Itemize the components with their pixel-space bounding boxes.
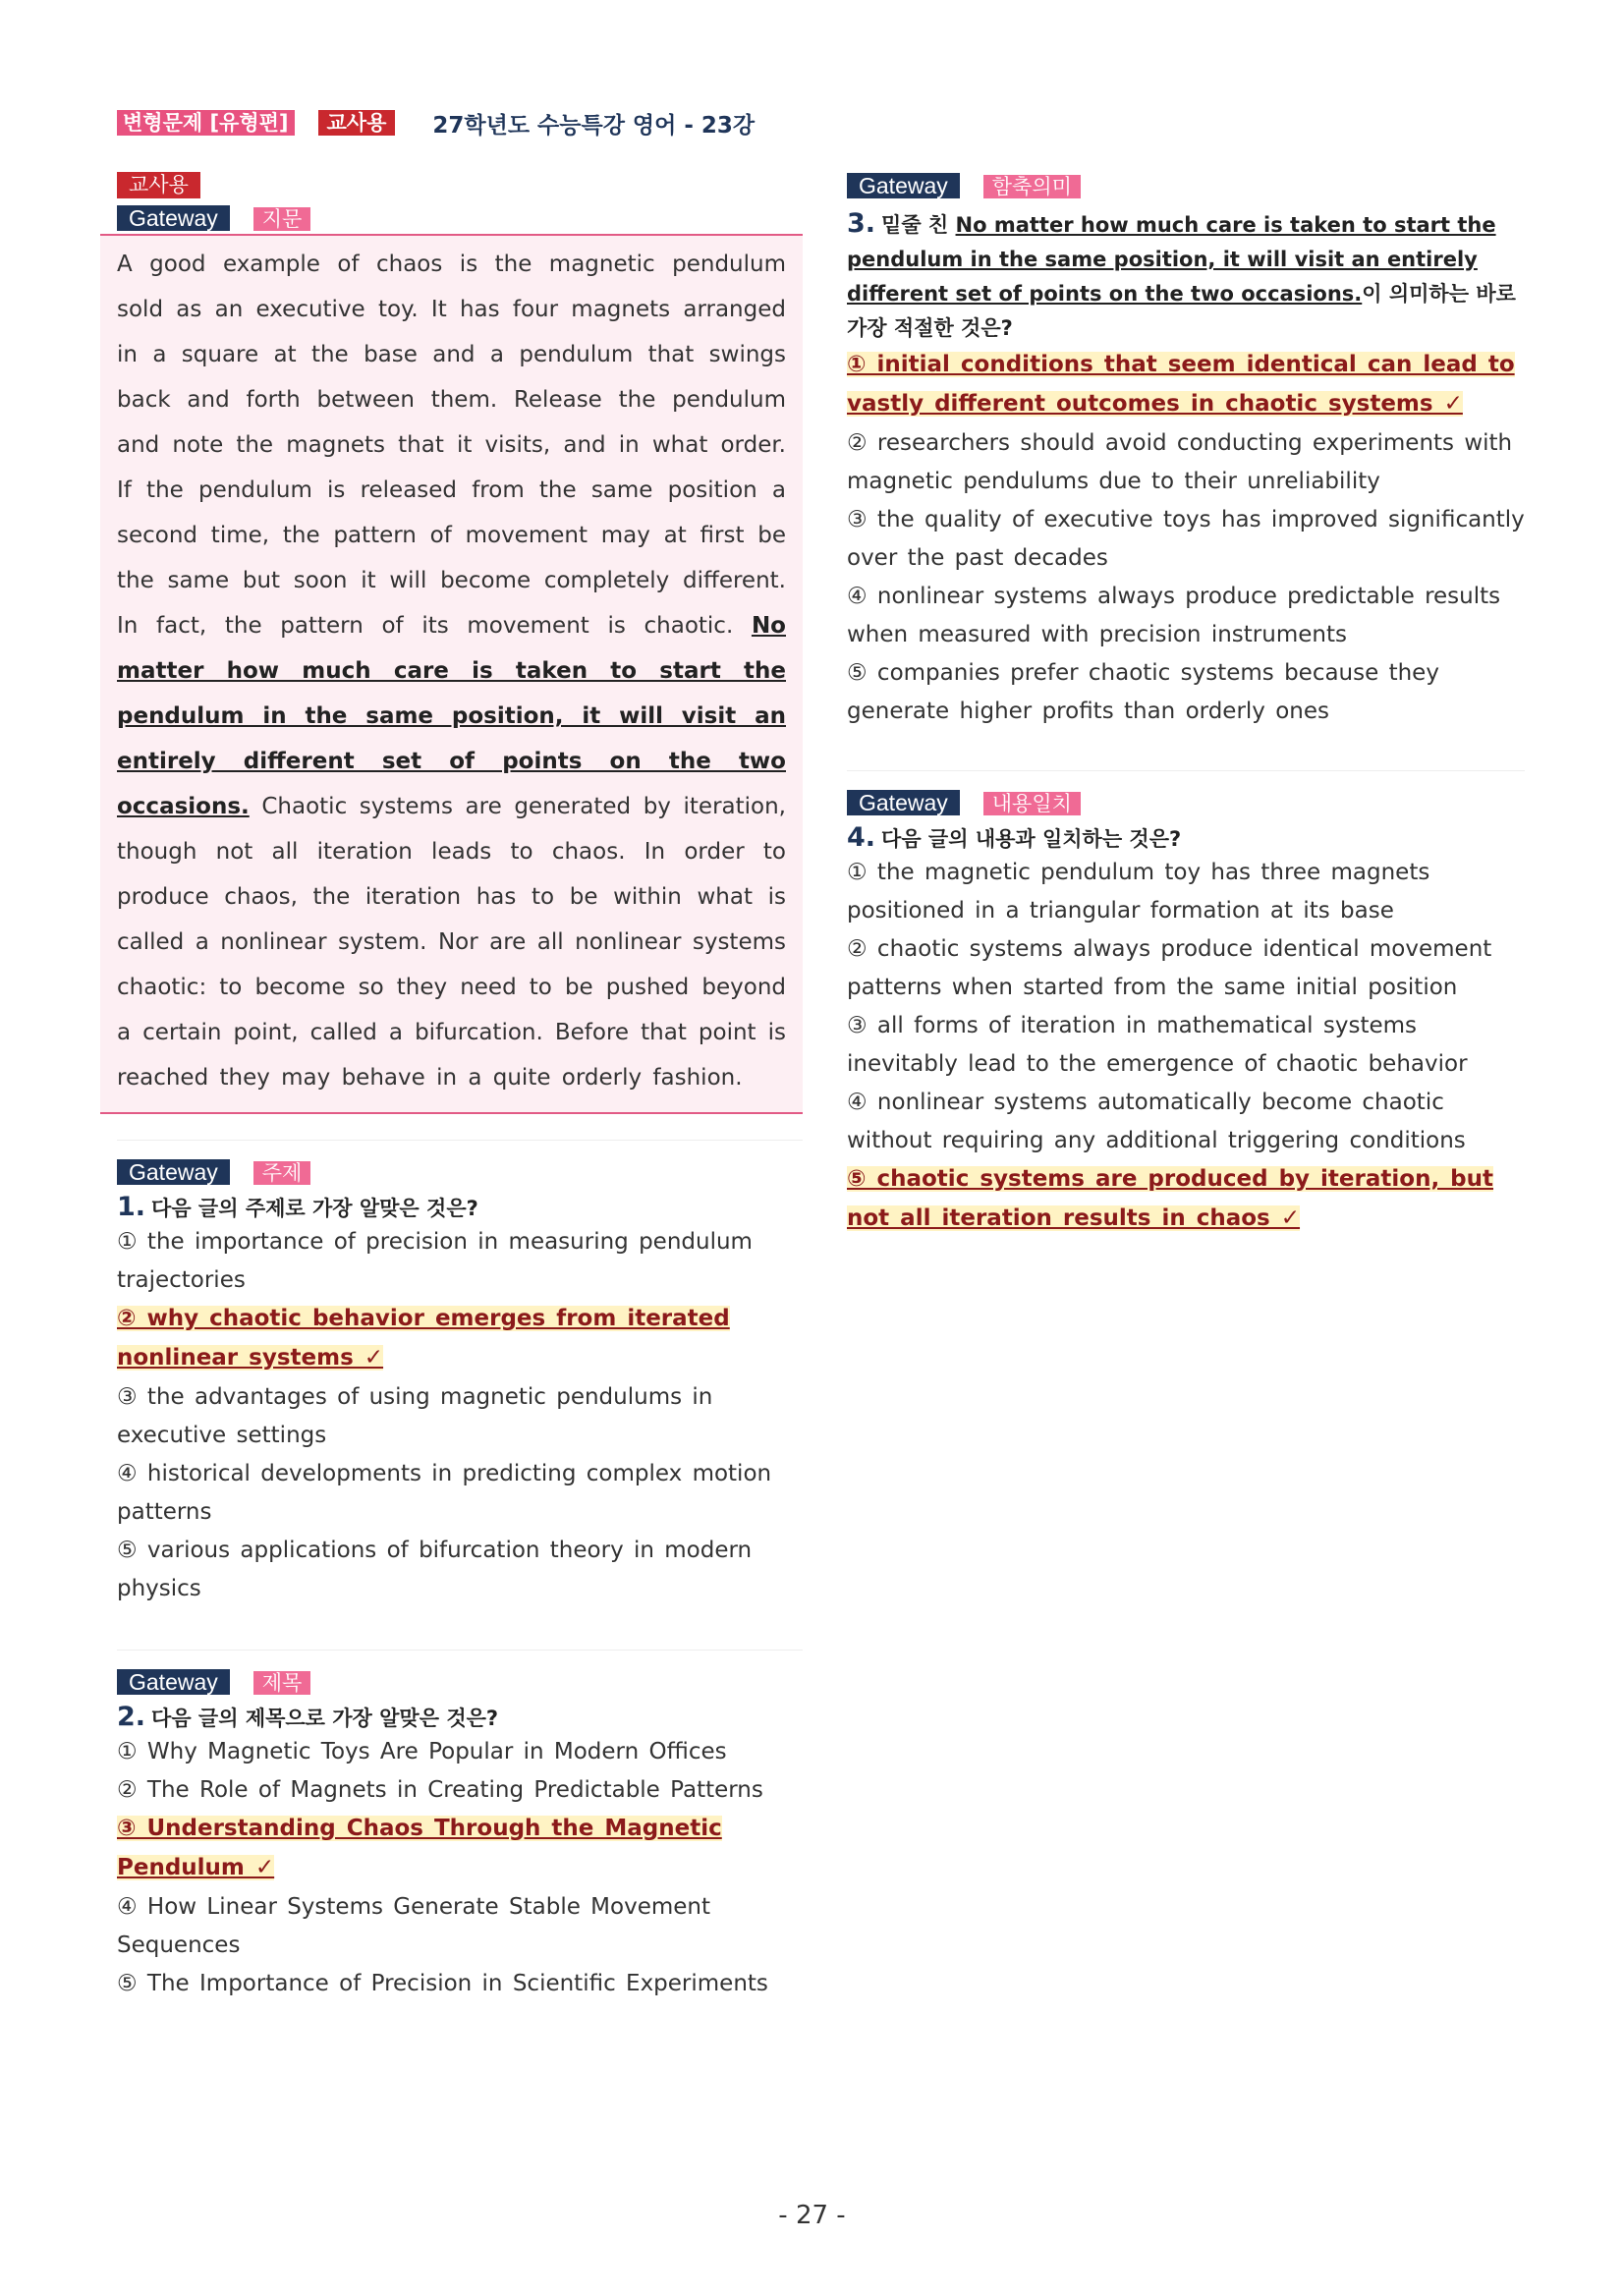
question-2 (100, 1668, 803, 2003)
question-title (847, 823, 1525, 854)
gateway-badge: Gateway (117, 205, 230, 231)
option: ② chaotic systems always produce identical movement patterns when started from the same initial position (847, 936, 1492, 1000)
question-text: 다음 글의 제목으로 가장 알맞은 것은? (151, 1707, 499, 1730)
teacher-badge: 교사용 (117, 172, 200, 198)
question-text: 다음 글의 내용과 일치하는 것은? (881, 827, 1182, 851)
question-type-badge: 내용일치 (983, 792, 1081, 815)
option: ④ nonlinear systems always produce predictable results when measured with precision instruments (847, 584, 1501, 647)
question-4 (847, 789, 1525, 1239)
question-3 (847, 172, 1525, 731)
question-underlined: No matter how much care is taken to start the pendulum in the same position, it will visit an entirely different set of points on the two occasions. (847, 213, 1496, 306)
answer-option: ② why chaotic behavior emerges from iterated nonlinear systems ✓ (117, 1306, 730, 1371)
question-title (847, 206, 1525, 346)
option: ④ historical developments in predicting complex motion patterns (117, 1461, 772, 1525)
q4-badge-row (847, 789, 1525, 815)
question-text: 다음 글의 주제로 가장 알맞은 것은? (151, 1197, 478, 1220)
question-type-badge: 함축의미 (983, 175, 1081, 198)
divider (117, 1650, 803, 1651)
question-number: 4. (847, 822, 876, 853)
answer-option: ③ Understanding Chaos Through the Magnetic Pendulum ✓ (117, 1816, 722, 1880)
passage-after: Chaotic systems are generated by iteration, though not all iteration leads to chaos. In order to produce chaos, the iteration has to be within what is called a nonlinear system. Nor are all nonlinear systems chaotic: to become so they need to be pushed beyond a certain point, called a bifurcation. Before that point is reached they may behave in a quite orderly fashion. (117, 794, 786, 1091)
divider (847, 770, 1525, 771)
gateway-badge: Gateway (117, 1669, 230, 1695)
option: ② The Role of Magnets in Creating Predictable Patterns (117, 1777, 763, 1803)
q1-badge-row (117, 1158, 803, 1185)
option: ③ the advantages of using magnetic pendulums in executive settings (117, 1384, 713, 1448)
option: ① Why Magnetic Toys Are Popular in Modern Offices (117, 1739, 727, 1764)
category-tag: 변형문제 [유형편] (117, 110, 295, 136)
answer-option: ⑤ chaotic systems are produced by iteration, but not all iteration results in chaos ✓ (847, 1166, 1494, 1231)
divider (117, 1140, 803, 1141)
option: ① the importance of precision in measuring pendulum trajectories (117, 1229, 753, 1293)
q3-badge-row (847, 172, 1525, 198)
option: ① the magnetic pendulum toy has three magnets positioned in a triangular formation at its base (847, 860, 1430, 924)
question-1 (100, 1158, 803, 1608)
question-title (117, 1703, 803, 1733)
question-type-badge: 제목 (253, 1671, 311, 1695)
passage-underlined: No matter how much care is taken to start the pendulum in the same position, it will visit an entirely different set of points on the two occasions. (117, 613, 786, 819)
page-number: - 27 - (778, 2201, 846, 2230)
passage-badge-row (100, 204, 803, 231)
right-column (847, 172, 1525, 1239)
answer-option: ① initial conditions that seem identical can lead to vastly different outcomes in chaotic systems ✓ (847, 352, 1515, 417)
passage-box (100, 234, 803, 1114)
teacher-tag: 교사용 (318, 110, 396, 136)
passage-type-badge: 지문 (253, 207, 311, 231)
question-type-badge: 주제 (253, 1161, 311, 1185)
question-number: 3. (847, 208, 876, 239)
q2-badge-row (117, 1668, 803, 1695)
gateway-badge: Gateway (117, 1159, 230, 1185)
option: ⑤ The Importance of Precision in Scientific Experiments (117, 1971, 768, 1996)
option: ④ How Linear Systems Generate Stable Movement Sequences (117, 1894, 710, 1958)
question-number: 2. (117, 1702, 146, 1732)
page-header (117, 108, 755, 138)
left-column (100, 172, 803, 2003)
question-prefix: 밑줄 친 (881, 213, 956, 237)
question-number: 1. (117, 1192, 146, 1222)
question-title (117, 1193, 803, 1223)
question-suffix: 이 의미하는 바로 가장 적절한 것은? (847, 282, 1516, 340)
option: ② researchers should avoid conducting experiments with magnetic pendulums due to their unreliability (847, 430, 1513, 494)
passage-text (117, 242, 786, 1100)
passage-before: A good example of chaos is the magnetic pendulum sold as an executive toy. It has four magnets arranged in a square at the base and a pendulum that swings back and forth between them. Release the pendulum and note the magnets that it visits, and in what order. If the pendulum is released from the same position a second time, the pattern of movement may at first be the same but soon it will become completely different. In fact, the pattern of its movement is chaotic. (117, 252, 786, 639)
option: ⑤ various applications of bifurcation theory in modern physics (117, 1538, 753, 1601)
option: ④ nonlinear systems automatically become chaotic without requiring any additional triggering conditions (847, 1090, 1466, 1153)
option: ③ all forms of iteration in mathematical systems inevitably lead to the emergence of chaotic behavior (847, 1013, 1468, 1077)
gateway-badge: Gateway (847, 790, 960, 815)
gateway-badge: Gateway (847, 173, 960, 198)
option: ③ the quality of executive toys has improved significantly over the past decades (847, 507, 1525, 571)
page-title: 27학년도 수능특강 영어 - 23강 (432, 112, 756, 139)
option: ⑤ companies prefer chaotic systems because they generate higher profits than orderly ones (847, 660, 1439, 724)
